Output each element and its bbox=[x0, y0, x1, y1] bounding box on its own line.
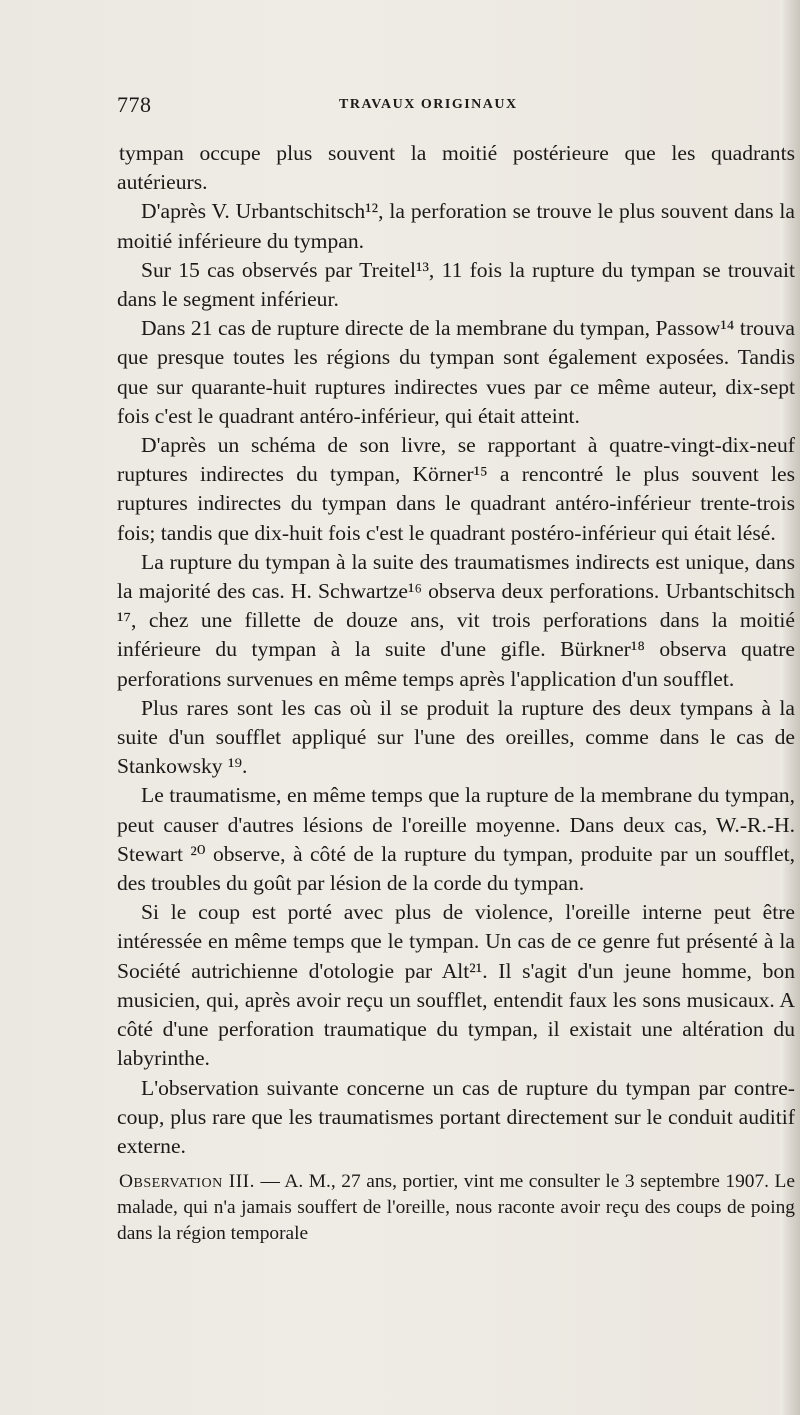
page-header bbox=[117, 92, 667, 122]
paragraph: Si le coup est porté avec plus de violence, l'oreille interne peut être intéressée en même temps que le tympan. Un cas de ce genre fut présenté à la Société autrichienne d'otologie par Alt²¹. Il s'agit d'un jeune homme, bon musicien, qui, après avoir reçu un soufflet, entendit faux les sons musicaux. A côté d'une perforation traumatique du tympan, il existait une altération du labyrinthe. bbox=[117, 900, 795, 1071]
observation-paragraph bbox=[117, 1169, 795, 1247]
paragraph: D'après V. Urbantschitsch¹², la perforation se trouve le plus souvent dans la moitié inférieure du tympan. bbox=[117, 199, 795, 253]
paragraph: D'après un schéma de son livre, se rapportant à quatre-vingt-dix-neuf ruptures indirectes du tympan, Körner¹⁵ a rencontré le plus souvent les ruptures indirectes du tympan dans le quadrant antéro-inférieur trente-trois fois; tandis que dix-huit fois c'est le quadrant postéro-inférieur qui était lésé. bbox=[117, 433, 795, 545]
observation-text: — A. M., 27 ans, portier, vint me consulter le 3 septembre 1907. Le malade, qui n'a jamais souffert de l'oreille, nous raconte avoir reçu des coups de poing dans la région temporale bbox=[117, 1171, 796, 1245]
paragraph: tympan occupe plus souvent la moitié postérieure que les quadrants autérieurs. bbox=[117, 141, 795, 195]
paragraph: Dans 21 cas de rupture directe de la membrane du tympan, Passow¹⁴ trouva que presque toutes les régions du tympan sont également exposées. Tandis que sur quarante-huit ruptures indirectes vues par ce même auteur, dix-sept fois c'est le quadrant antéro-inférieur, qui était atteint. bbox=[117, 316, 795, 428]
paragraph: L'observation suivante concerne un cas de rupture du tympan par contre-coup, plus rare que les traumatismes portant directement sur le conduit auditif externe. bbox=[117, 1075, 795, 1158]
page-number: 778 bbox=[117, 92, 152, 117]
paragraph: Plus rares sont les cas où il se produit la rupture des deux tympans à la suite d'un soufflet appliqué sur l'une des oreilles, comme dans le cas de Stankowsky ¹⁹. bbox=[117, 695, 795, 779]
body-text bbox=[117, 139, 795, 1247]
paragraph: Le traumatisme, en même temps que la rupture de la membrane du tympan, peut causer d'autres lésions de l'oreille moyenne. Dans deux cas, W.-R.-H. Stewart ²⁰ observe, à côté de la rupture du tympan, produite par un soufflet, des troubles du goût par lésion de la corde du tympan. bbox=[117, 783, 795, 896]
paragraph: La rupture du tympan à la suite des traumatismes indirects est unique, dans la majorité des cas. H. Schwartze¹⁶ observa deux perforations. Urbantschitsch ¹⁷, chez une fillette de douze ans, vit trois perforations dans la moitié inférieure du tympan à la suite d'une gifle. Bürkner¹⁸ observa quatre perforations survenues en même temps après l'application d'un soufflet. bbox=[117, 549, 795, 691]
paragraph: Sur 15 cas observés par Treitel¹³, 11 fois la rupture du tympan se trouvait dans le segment inférieur. bbox=[117, 257, 795, 312]
running-head: TRAVAUX ORIGINAUX bbox=[339, 97, 518, 112]
observation-label: Observation III. bbox=[119, 1171, 255, 1193]
